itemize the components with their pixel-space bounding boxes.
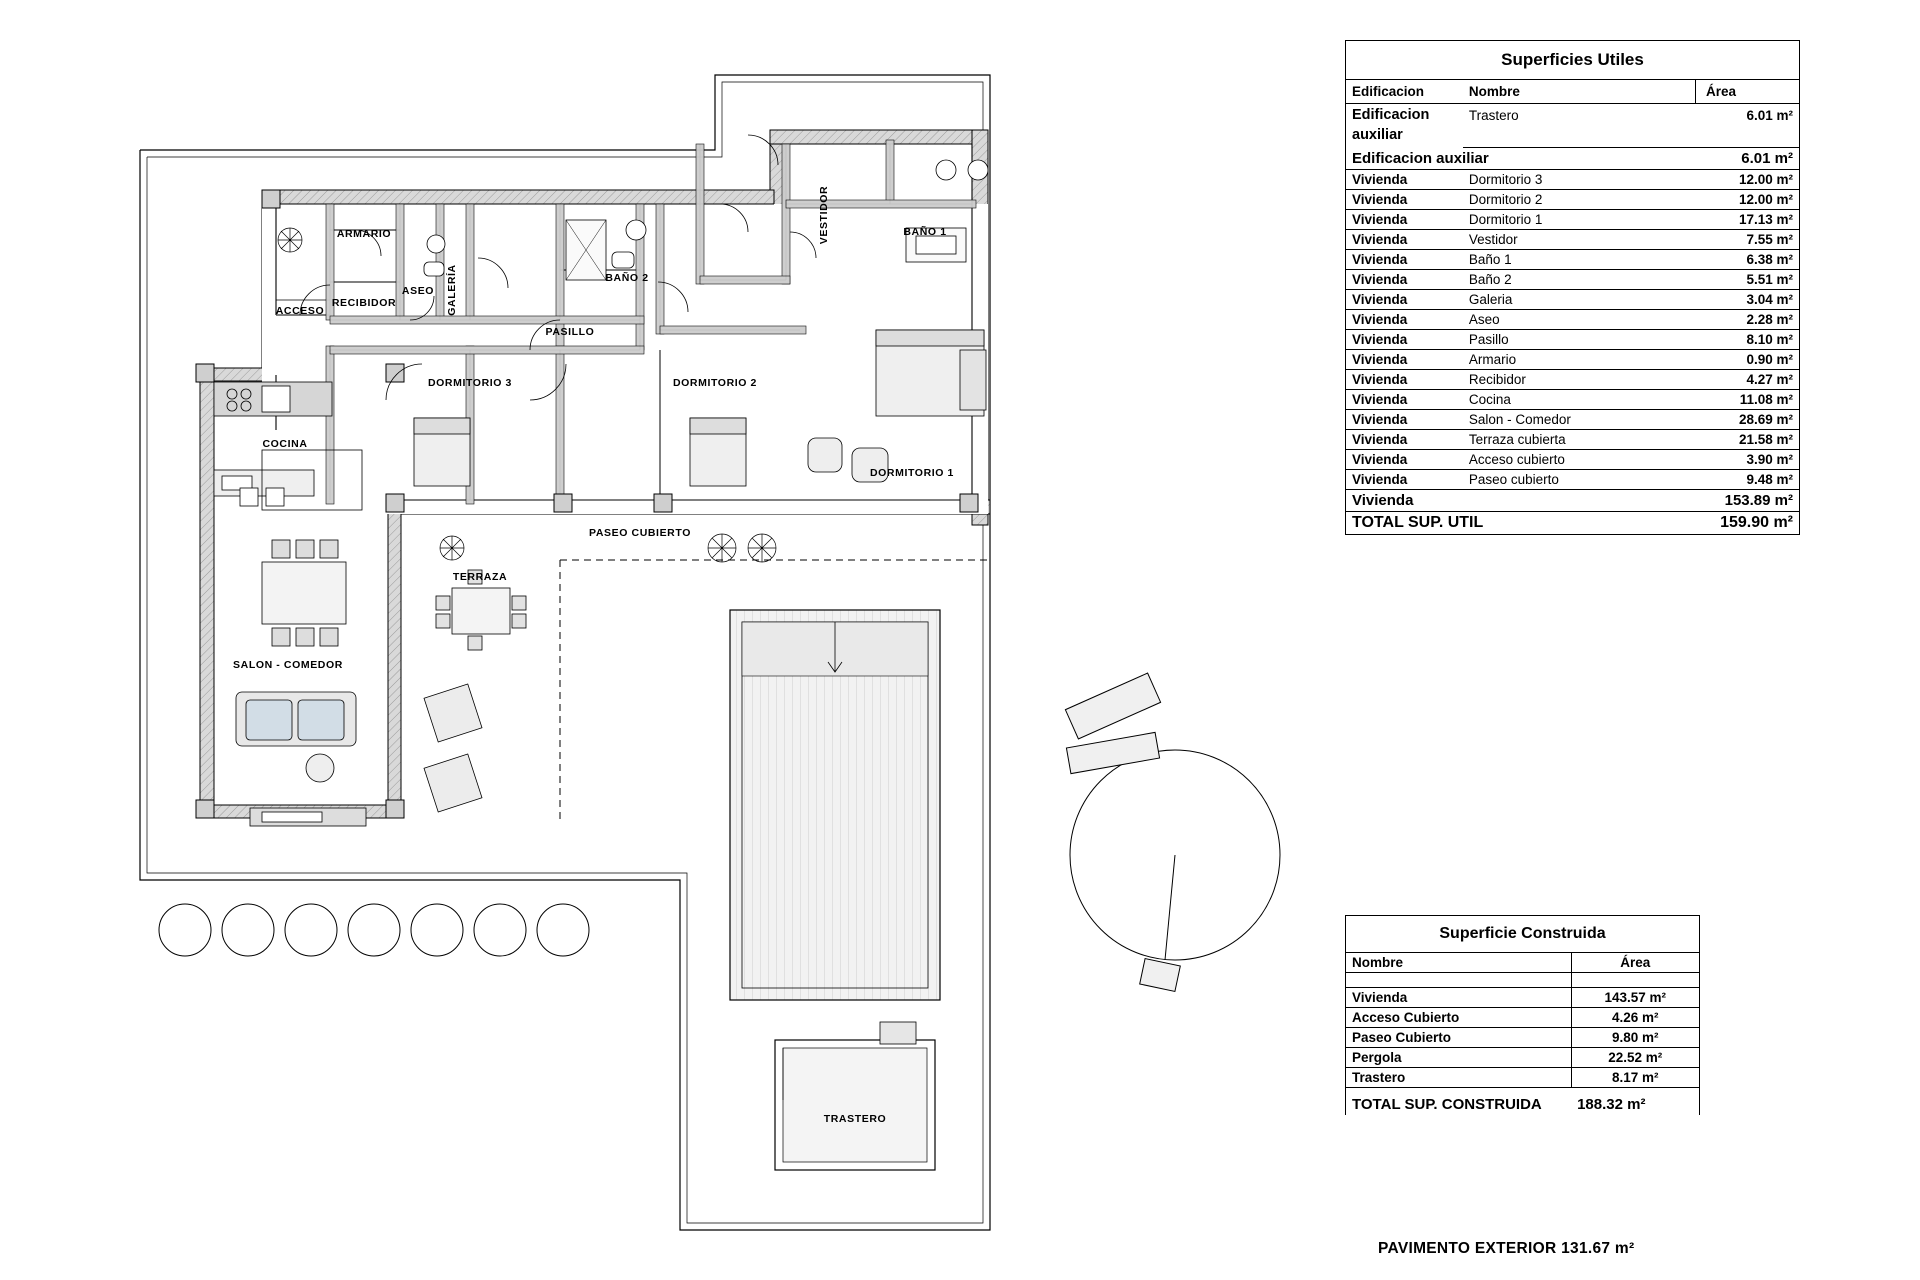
table-row — [1346, 104, 1800, 128]
cell-nombre: Pasillo — [1463, 329, 1696, 349]
cell-nombre: Dormitorio 3 — [1463, 169, 1696, 189]
room-label-bano2: BAÑO 2 — [605, 272, 649, 284]
subtotal-aux-label: Edificacion auxiliar — [1346, 147, 1696, 169]
cell-nombre: Trastero — [1468, 108, 1519, 124]
cell-edificacion: Vivienda — [1346, 189, 1463, 209]
cell-area: 28.69 m² — [1696, 409, 1800, 429]
room-label-vestidor: VESTIDOR — [818, 185, 830, 245]
cell-area: 7.55 m² — [1696, 229, 1800, 249]
cell-edificacion: Vivienda — [1346, 389, 1463, 409]
cell-nombre: Dormitorio 1 — [1463, 209, 1696, 229]
total-built-row — [1346, 1088, 1700, 1116]
subtotal-aux-area: 6.01 m² — [1696, 147, 1800, 169]
cell-nombre: Baño 2 — [1463, 269, 1696, 289]
room-label-trastero: TRASTERO — [823, 1113, 887, 1125]
total-built-area: 188.32 m² — [1571, 1088, 1699, 1116]
cell-area: 0.90 m² — [1696, 349, 1800, 369]
cell-nombre: Acceso cubierto — [1463, 449, 1696, 469]
table-title-row — [1346, 41, 1800, 80]
table-row — [1346, 249, 1800, 269]
cell-area: 9.48 m² — [1696, 469, 1800, 489]
subtotal-aux-row — [1346, 147, 1800, 169]
total-util-row — [1346, 511, 1800, 534]
room-label-dorm3: DORMITORIO 3 — [427, 377, 513, 389]
room-label-armario: ARMARIO — [336, 228, 392, 240]
cell-edificacion: Vivienda — [1346, 349, 1463, 369]
cell-edificacion: Vivienda — [1346, 229, 1463, 249]
header-nombre: Nombre — [1346, 953, 1572, 973]
cell-nombre: Baño 1 — [1463, 249, 1696, 269]
cell-edificacion: Vivienda — [1346, 269, 1463, 289]
room-label-aseo: ASEO — [401, 285, 435, 297]
circular-feature — [1065, 673, 1280, 991]
cell-nombre: Vestidor — [1463, 229, 1696, 249]
table-row — [1346, 1068, 1700, 1088]
header-nombre: Nombre — [1463, 80, 1696, 104]
table-header-row — [1346, 953, 1700, 973]
cell-area: 21.58 m² — [1696, 429, 1800, 449]
header-area: Área — [1696, 80, 1800, 104]
cell-nombre: Paseo Cubierto — [1346, 1028, 1572, 1048]
room-label-acceso: ACCESO — [275, 305, 325, 317]
table-row — [1346, 209, 1800, 229]
cell-area: 5.51 m² — [1696, 269, 1800, 289]
cell-area: 4.27 m² — [1696, 369, 1800, 389]
cell-nombre: Pergola — [1346, 1048, 1572, 1068]
cell-nombre: Dormitorio 2 — [1463, 189, 1696, 209]
cell-area: 8.17 m² — [1571, 1068, 1699, 1088]
cell-nombre: Vivienda — [1346, 988, 1572, 1008]
cell-nombre: Acceso Cubierto — [1346, 1008, 1572, 1028]
cell-nombre: Galeria — [1463, 289, 1696, 309]
room-label-dorm1: DORMITORIO 1 — [869, 467, 955, 479]
cell-area: 8.10 m² — [1696, 329, 1800, 349]
room-label-dorm2: DORMITORIO 2 — [672, 377, 758, 389]
cell-area: 22.52 m² — [1571, 1048, 1699, 1068]
room-label-paseo: PASEO CUBIERTO — [589, 527, 691, 539]
tree-row — [159, 904, 589, 956]
subtotal-viv-area: 153.89 m² — [1696, 489, 1800, 511]
room-label-cocina: COCINA — [262, 438, 308, 450]
subtotal-viv-label: Vivienda — [1346, 489, 1696, 511]
cell-area: 12.00 m² — [1696, 169, 1800, 189]
cell-nombre: Terraza cubierta — [1463, 429, 1696, 449]
cell-area: 4.26 m² — [1571, 1008, 1699, 1028]
cell-edificacion: Edificacion auxiliar — [1346, 104, 1463, 148]
table-row — [1346, 269, 1800, 289]
cell-edificacion: Vivienda — [1346, 329, 1463, 349]
surfaces-built-table — [1345, 915, 1700, 1115]
cell-edificacion: Vivienda — [1346, 289, 1463, 309]
cell-area: 2.28 m² — [1696, 309, 1800, 329]
table-title: Superficies Utiles — [1346, 41, 1800, 80]
table-row — [1346, 349, 1800, 369]
cell-area: 6.38 m² — [1696, 249, 1800, 269]
room-label-galeria: GALERÍA — [446, 264, 458, 316]
cell-area: 9.80 m² — [1571, 1028, 1699, 1048]
table-row — [1346, 409, 1800, 429]
table-title-row — [1346, 916, 1700, 953]
trastero-building — [775, 1022, 935, 1170]
cell-nombre: Recibidor — [1463, 369, 1696, 389]
table-row — [1346, 449, 1800, 469]
cell-edificacion: Vivienda — [1346, 209, 1463, 229]
cell-nombre: Armario — [1463, 349, 1696, 369]
cell-area: 6.01 m² — [1696, 104, 1800, 128]
cell-area: 17.13 m² — [1696, 209, 1800, 229]
table-header-row — [1346, 80, 1800, 104]
table-row — [1346, 1008, 1700, 1028]
cell-nombre: Cocina — [1463, 389, 1696, 409]
exterior-pavement-note: PAVIMENTO EXTERIOR 131.67 m² — [1378, 1240, 1635, 1257]
table-row — [1346, 1028, 1700, 1048]
room-label-recibidor: RECIBIDOR — [331, 297, 397, 309]
table-row — [1346, 988, 1700, 1008]
room-label-terraza: TERRAZA — [452, 571, 508, 583]
table-row — [1346, 329, 1800, 349]
swimming-pool — [730, 610, 940, 1000]
cell-edificacion: Vivienda — [1346, 169, 1463, 189]
header-area: Área — [1571, 953, 1699, 973]
room-label-pasillo: PASILLO — [545, 326, 595, 338]
cell-nombre: Trastero — [1346, 1068, 1572, 1088]
room-label-salon: SALON - COMEDOR — [233, 659, 343, 671]
table-row — [1346, 229, 1800, 249]
cell-area: 3.90 m² — [1696, 449, 1800, 469]
table-row — [1346, 429, 1800, 449]
cell-edificacion: Vivienda — [1346, 429, 1463, 449]
table-row — [1346, 169, 1800, 189]
cell-edificacion: Vivienda — [1346, 449, 1463, 469]
room-label-bano1: BAÑO 1 — [903, 226, 947, 238]
table-row — [1346, 1048, 1700, 1068]
cell-area: 11.08 m² — [1696, 389, 1800, 409]
cell-edificacion: Vivienda — [1346, 369, 1463, 389]
table-row — [1346, 389, 1800, 409]
built-table-title: Superficie Construida — [1346, 916, 1700, 953]
table-row — [1346, 289, 1800, 309]
cell-edificacion: Vivienda — [1346, 469, 1463, 489]
cell-nombre: Salon - Comedor — [1463, 409, 1696, 429]
total-util-label: TOTAL SUP. UTIL — [1346, 511, 1696, 534]
total-util-area: 159.90 m² — [1696, 511, 1800, 534]
spacer-row — [1346, 973, 1700, 988]
cell-area: 143.57 m² — [1571, 988, 1699, 1008]
cell-nombre: Paseo cubierto — [1463, 469, 1696, 489]
surfaces-useful-table — [1345, 40, 1800, 535]
table-row — [1346, 309, 1800, 329]
subtotal-vivienda-row — [1346, 489, 1800, 511]
cell-area: 3.04 m² — [1696, 289, 1800, 309]
cell-edificacion: Vivienda — [1346, 249, 1463, 269]
cell-edificacion: Vivienda — [1346, 409, 1463, 429]
header-edificacion: Edificacion — [1346, 80, 1463, 104]
cell-nombre: Aseo — [1463, 309, 1696, 329]
cell-area: 12.00 m² — [1696, 189, 1800, 209]
table-row — [1346, 189, 1800, 209]
table-row — [1346, 369, 1800, 389]
table-row — [1346, 469, 1800, 489]
total-built-label: TOTAL SUP. CONSTRUIDA — [1346, 1088, 1572, 1116]
cell-edificacion: Vivienda — [1346, 309, 1463, 329]
